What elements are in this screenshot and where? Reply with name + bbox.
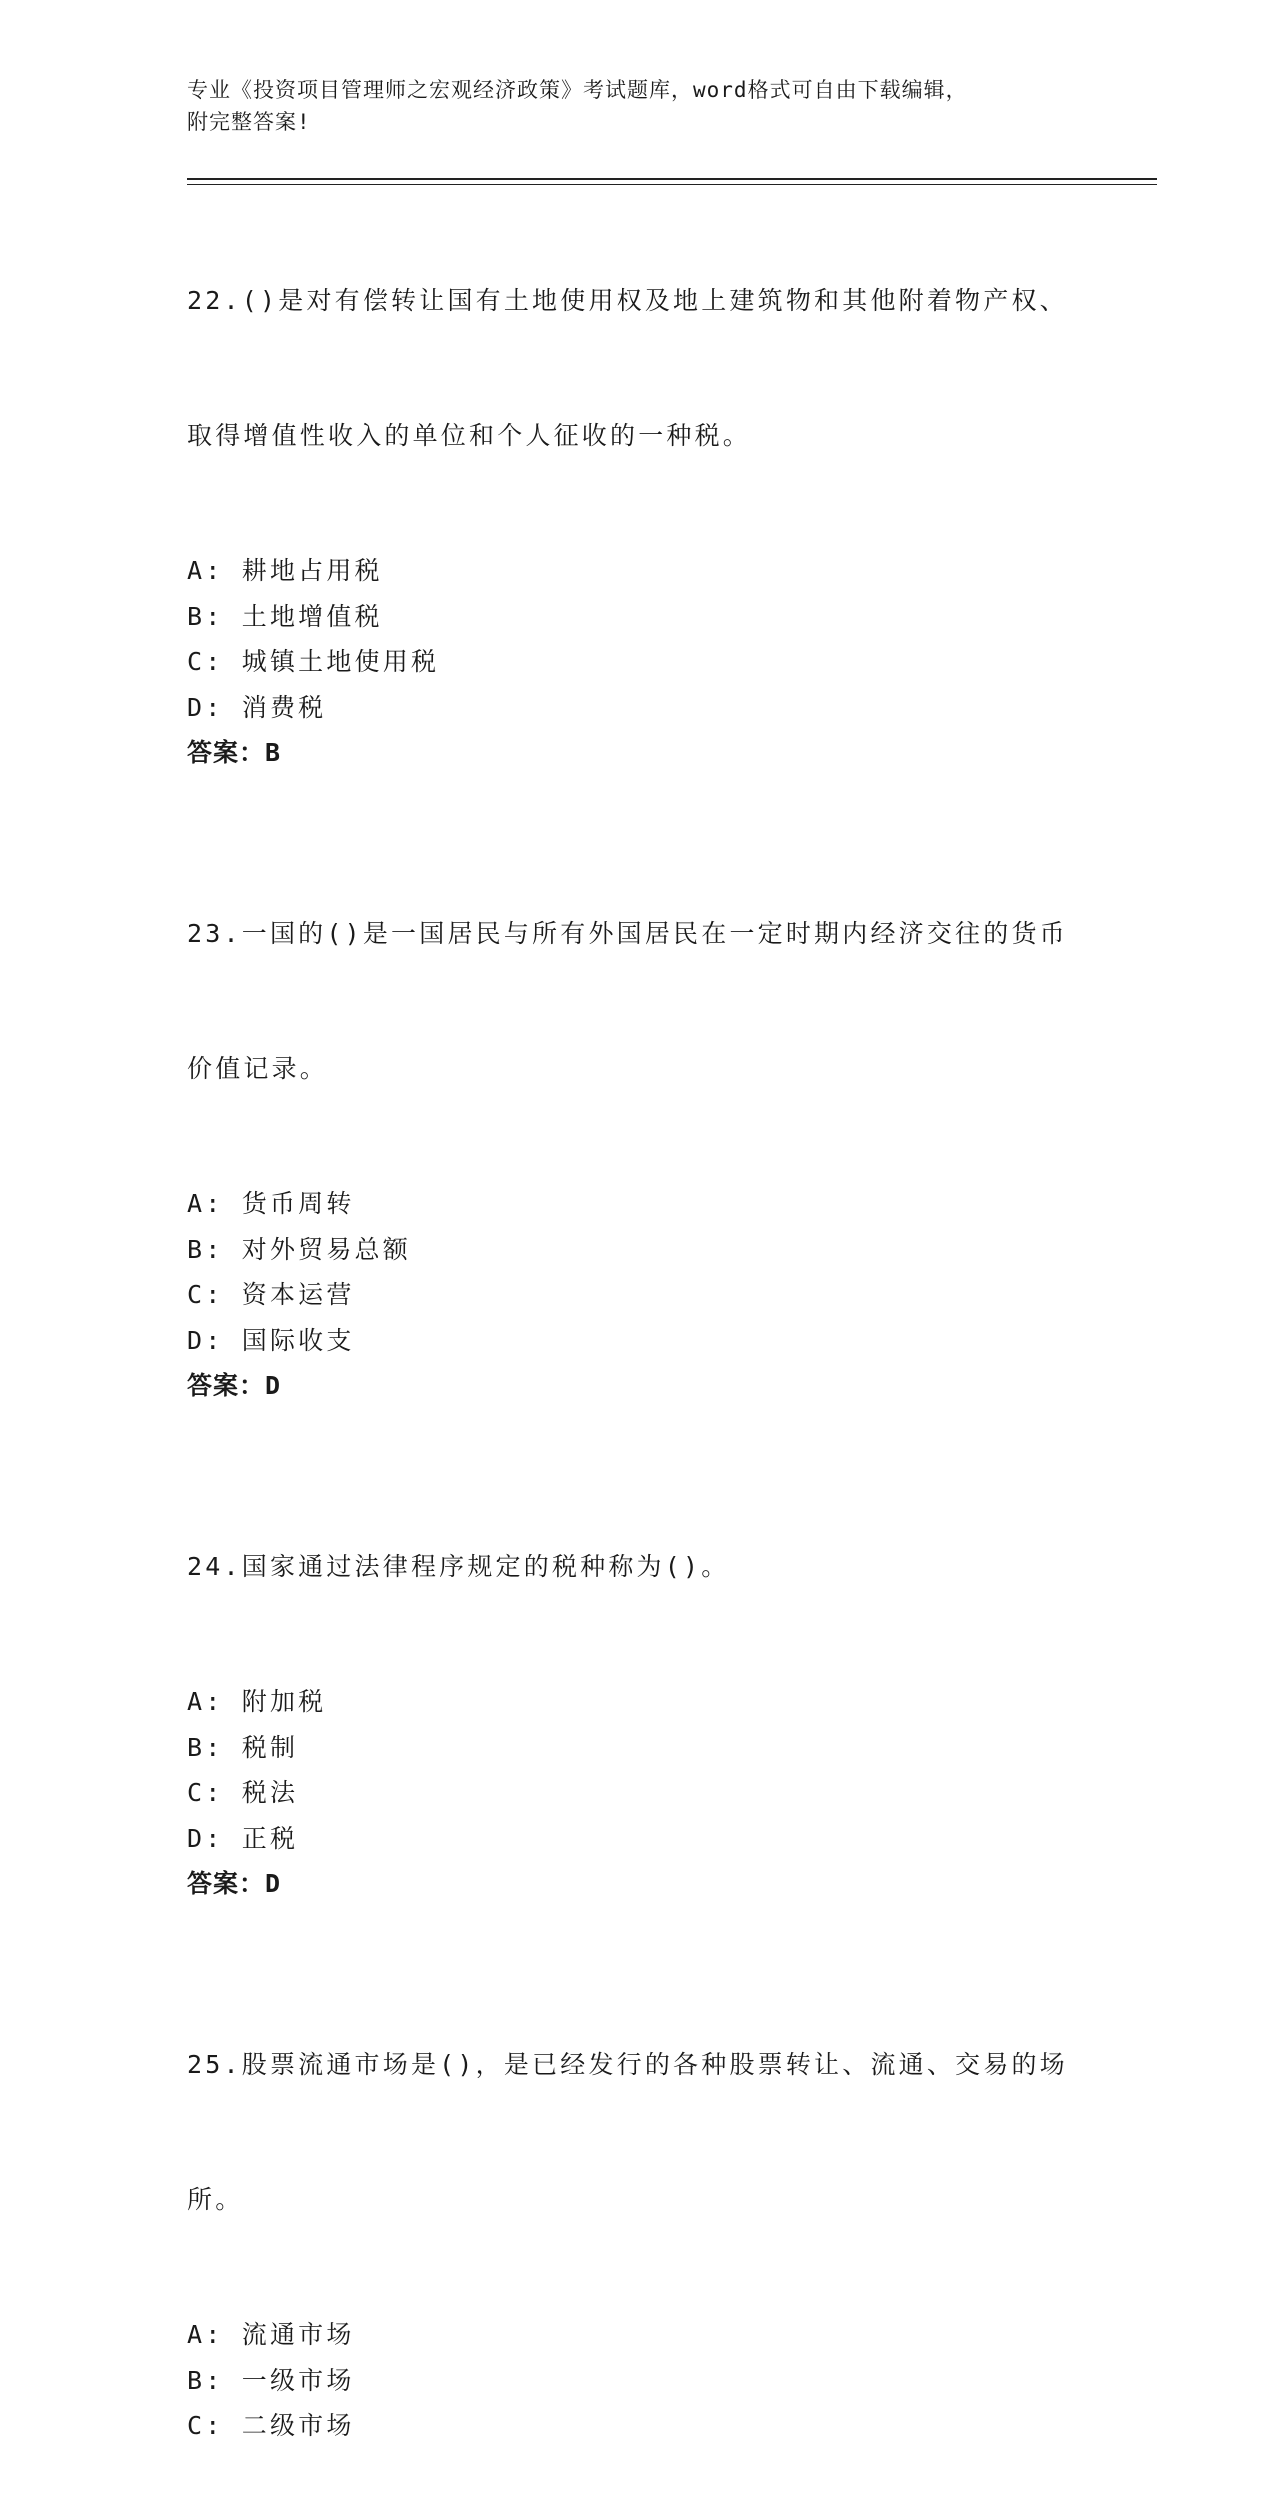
question-stem-line-2: 取得增值性收入的单位和个人征收的一种税。 (187, 421, 752, 450)
option-b: B: 税制 (187, 1732, 299, 1762)
question-stem-line-2: 所。 (187, 2185, 244, 2214)
option-a: A: 货币周转 (187, 1189, 355, 1218)
option-c: C: 资本运营 (187, 1280, 355, 1309)
question-stem (187, 188, 1087, 548)
document-page (187, 0, 1157, 2440)
header-divider-thin (187, 184, 1157, 185)
question-stem (187, 821, 1087, 1181)
header-divider (187, 178, 1157, 180)
question-stem-line-1: 22.()是对有偿转让国有土地使用权及地上建筑物和其他附着物产权、 (187, 286, 1068, 315)
option-b: B: 对外贸易总额 (187, 1234, 411, 1264)
option-d: D: 正税 (187, 1823, 299, 1853)
question-stem-line-1: 23.一国的()是一国居民与所有外国居民在一定时期内经济交往的货币 (187, 919, 1068, 948)
header-line-1: 专业《投资项目管理师之宏观经济政策》考试题库，word格式可自由下载编辑， (187, 78, 968, 102)
question-22 (187, 188, 1087, 775)
question-stem-line-2: 价值记录。 (187, 1054, 329, 1083)
answer-label: 答案：D (187, 1371, 282, 1400)
document-header (187, 74, 1087, 138)
question-23 (187, 821, 1087, 1408)
answer-label: 答案：D (187, 1869, 282, 1898)
option-d: D: 消费税 (187, 692, 327, 722)
option-c: C: 税法 (187, 1778, 299, 1807)
question-stem-line-1: 24.国家通过法律程序规定的税种称为()。 (187, 1552, 730, 1581)
option-c: C: 城镇土地使用税 (187, 647, 440, 676)
header-line-2: 附完整答案! (187, 110, 311, 134)
answer-label: 答案：B (187, 738, 282, 767)
question-25 (187, 1952, 1087, 2449)
option-a: A: 耕地占用税 (187, 556, 383, 585)
option-b: B: 土地增值税 (187, 601, 383, 631)
option-c: C: 二级市场 (187, 2411, 355, 2440)
question-stem-line-1: 25.股票流通市场是()，是已经发行的各种股票转让、流通、交易的场 (187, 2050, 1068, 2079)
option-a: A: 附加税 (187, 1687, 327, 1716)
question-24 (187, 1454, 1087, 1906)
option-a: A: 流通市场 (187, 2320, 355, 2349)
option-b: B: 一级市场 (187, 2365, 355, 2395)
question-stem (187, 1454, 1087, 1679)
option-d: D: 国际收支 (187, 1325, 355, 1355)
question-stem (187, 1952, 1087, 2312)
question-list (187, 188, 1087, 2495)
